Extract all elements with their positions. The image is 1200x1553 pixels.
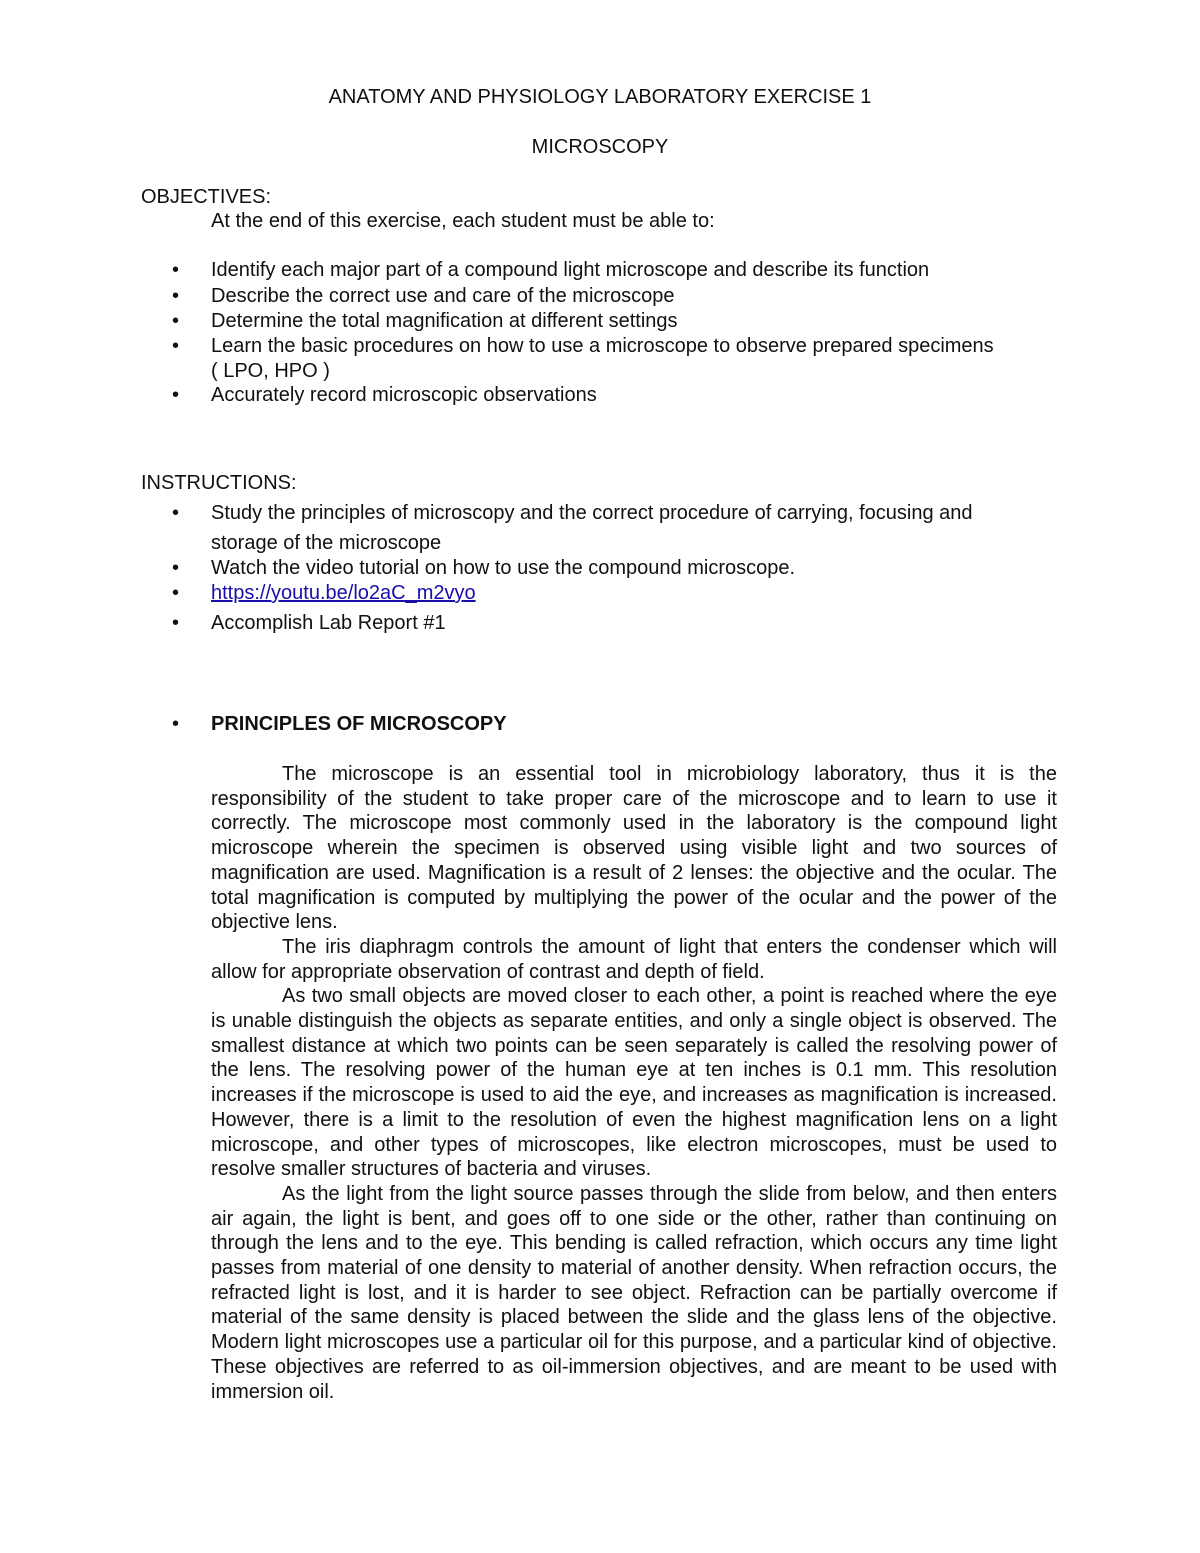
- paragraph: The microscope is an essential tool in microbiology laboratory, thus it is the responsibility of the student to take proper care of the microscope and to learn to use it correctly. The microscope most commonly used in the laboratory is the compound light microscope wherein the specimen is observed using visible light and two sources of magnification are used. Magnification is a result of 2 lenses: the objective and the ocular. The total magnification is computed by multiplying the power of the ocular and the power of the objective lens.: [211, 763, 1057, 934]
- bullet-icon: [172, 582, 186, 605]
- bullet-icon: [172, 310, 186, 333]
- instructions-label: INSTRUCTIONS:: [141, 472, 297, 494]
- bullet-icon: [172, 612, 186, 635]
- bullet-icon: [172, 384, 186, 407]
- document-title: ANATOMY AND PHYSIOLOGY LABORATORY EXERCISE 1: [328, 86, 872, 108]
- objective-item: Accurately record microscopic observations: [211, 384, 597, 406]
- objective-item: Learn the basic procedures on how to use a microscope to observe prepared specimens: [211, 335, 994, 357]
- instruction-item: Watch the video tutorial on how to use the compound microscope.: [211, 557, 796, 579]
- objective-item-continuation: ( LPO, HPO ): [211, 360, 330, 382]
- instruction-item: Study the principles of microscopy and the correct procedure of carrying, focusing and: [211, 502, 973, 524]
- document-subtitle: MICROSCOPY: [531, 136, 669, 158]
- instruction-item: Accomplish Lab Report #1: [211, 612, 446, 634]
- paragraph: As two small objects are moved closer to each other, a point is reached where the eye is unable distinguish the objects as separate entities, and only a single object is observed. The smallest distance at which two points can be seen separately is called the resolving power of the lens. The resolving power of the human eye at ten inches is 0.1 mm. This resolution increases if the microscope is used to aid the eye, and increases as magnification is increased. However, there is a limit to the resolution of even the highest magnification lens on a light microscope, and other types of microscopes, like electron microscopes, must be used to resolve smaller structures of bacteria and viruses.: [211, 985, 1057, 1181]
- paragraph: The iris diaphragm controls the amount of light that enters the condenser which will allow for appropriate observation of contrast and depth of field.: [211, 935, 1057, 983]
- principles-heading: PRINCIPLES OF MICROSCOPY: [211, 713, 507, 735]
- bullet-icon: [172, 335, 186, 358]
- bullet-icon: [172, 713, 186, 736]
- objective-item: Identify each major part of a compound light microscope and describe its function: [211, 259, 930, 281]
- bullet-icon: [172, 502, 186, 525]
- bullet-icon: [172, 259, 186, 282]
- bullet-icon: [172, 285, 186, 308]
- bullet-icon: [172, 557, 186, 580]
- objective-item: Describe the correct use and care of the microscope: [211, 285, 675, 307]
- principles-body: [211, 762, 1057, 1404]
- objective-item: Determine the total magnification at different settings: [211, 310, 678, 332]
- video-tutorial-link[interactable]: https://youtu.be/lo2aC_m2vyo: [211, 582, 476, 604]
- instruction-item-continuation: storage of the microscope: [211, 532, 442, 554]
- objectives-intro: At the end of this exercise, each student must be able to:: [211, 210, 715, 232]
- objectives-label: OBJECTIVES:: [141, 186, 272, 208]
- paragraph: As the light from the light source passes through the slide from below, and then enters air again, the light is bent, and goes off to one side or the other, rather than continuing on through the lens and to the eye. This bending is called refraction, which occurs any time light passes from material of one density to material of another density. When refraction occurs, the refracted light is lost, and it is harder to see object. Refraction can be partially overcome if material of the same density is placed between the slide and the glass lens of the objective. Modern light microscopes use a particular oil for this purpose, and a particular kind of objective. These objectives are referred to as oil-immersion objectives, and are meant to be used with immersion oil.: [211, 1182, 1057, 1403]
